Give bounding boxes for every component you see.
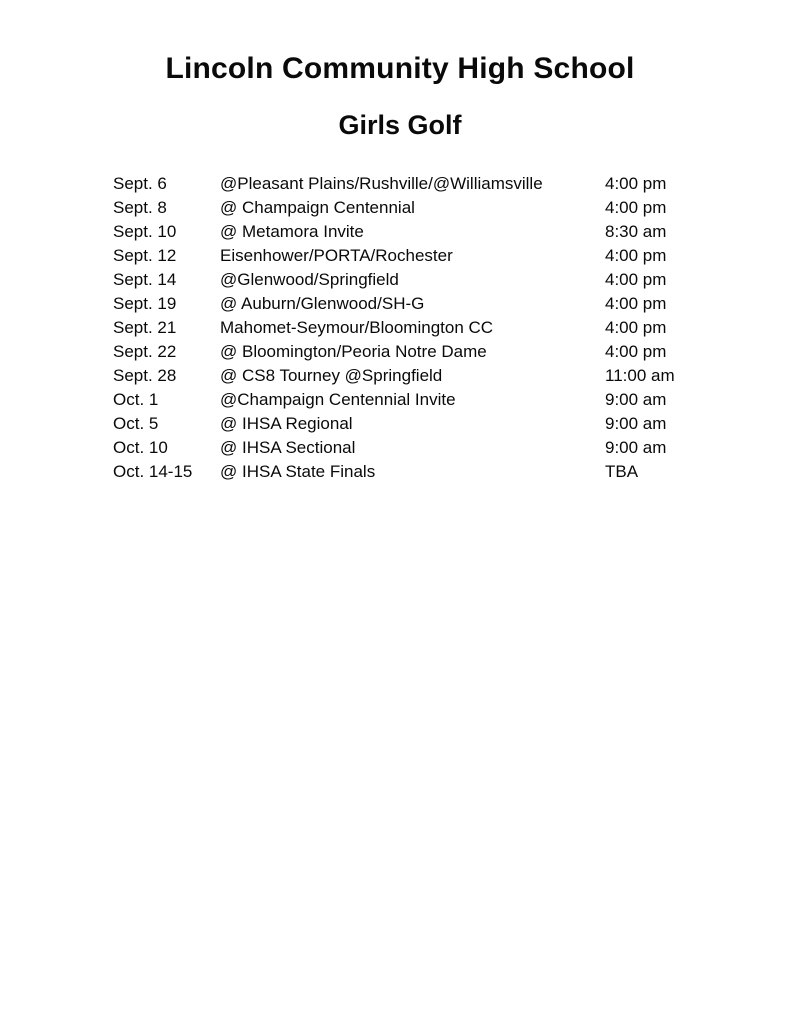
schedule-row	[113, 244, 760, 268]
schedule-cell-date: Sept. 21	[113, 318, 177, 337]
schedule-cell-date: Sept. 8	[113, 198, 167, 217]
schedule-cell-event: @ Auburn/Glenwood/SH-G	[220, 294, 425, 313]
page-title: Lincoln Community High School	[165, 52, 635, 85]
schedule-cell-date: Sept. 12	[113, 246, 177, 265]
schedule-row	[113, 268, 760, 292]
schedule-cell-time: 4:00 pm	[605, 318, 667, 337]
schedule-cell-event: @ IHSA Regional	[220, 414, 353, 433]
schedule-cell-event: @ Metamora Invite	[220, 222, 364, 241]
schedule-cell-event: @ Champaign Centennial	[220, 198, 415, 217]
schedule-cell-date: Sept. 6	[113, 174, 167, 193]
schedule-row	[113, 316, 760, 340]
schedule-cell-date: Sept. 19	[113, 294, 177, 313]
schedule-cell-time: 11:00 am	[605, 366, 675, 385]
schedule-cell-time: 9:00 am	[605, 414, 667, 433]
schedule-cell-time: TBA	[605, 462, 639, 481]
schedule-cell-date: Sept. 22	[113, 342, 177, 361]
schedule-row	[113, 412, 760, 436]
schedule-row	[113, 220, 760, 244]
schedule-cell-date: Sept. 28	[113, 366, 177, 385]
schedule-cell-date: Oct. 14-15	[113, 462, 193, 481]
schedule-cell-time: 4:00 pm	[605, 198, 667, 217]
schedule-cell-time: 9:00 am	[605, 390, 667, 409]
schedule-cell-event: @Glenwood/Springfield	[220, 270, 399, 289]
schedule-row	[113, 292, 760, 316]
schedule-cell-date: Sept. 14	[113, 270, 177, 289]
schedule-row	[113, 460, 760, 484]
schedule-row	[113, 172, 760, 196]
schedule-cell-time: 4:00 pm	[605, 342, 667, 361]
schedule-row	[113, 340, 760, 364]
schedule-cell-event: @ Bloomington/Peoria Notre Dame	[220, 342, 487, 361]
schedule-row	[113, 196, 760, 220]
schedule-cell-event: @ IHSA State Finals	[220, 462, 376, 481]
schedule-row	[113, 436, 760, 460]
page-subtitle: Girls Golf	[338, 110, 462, 140]
schedule-row	[113, 388, 760, 412]
schedule-row	[113, 364, 760, 388]
schedule-cell-event: @Pleasant Plains/Rushville/@Williamsville	[220, 174, 543, 193]
schedule-cell-time: 4:00 pm	[605, 294, 667, 313]
schedule-cell-time: 8:30 am	[605, 222, 667, 241]
schedule-cell-date: Sept. 10	[113, 222, 177, 241]
schedule-cell-event: @ CS8 Tourney @Springfield	[220, 366, 443, 385]
schedule-cell-time: 9:00 am	[605, 438, 667, 457]
schedule-cell-time: 4:00 pm	[605, 174, 667, 193]
schedule-table	[0, 172, 800, 484]
schedule-cell-event: Eisenhower/PORTA/Rochester	[220, 246, 453, 265]
schedule-cell-event: @ IHSA Sectional	[220, 438, 356, 457]
schedule-cell-date: Oct. 10	[113, 438, 168, 457]
schedule-cell-time: 4:00 pm	[605, 246, 667, 265]
schedule-cell-event: Mahomet-Seymour/Bloomington CC	[220, 318, 494, 337]
schedule-cell-time: 4:00 pm	[605, 270, 667, 289]
schedule-cell-date: Oct. 5	[113, 414, 159, 433]
schedule-cell-date: Oct. 1	[113, 390, 159, 409]
schedule-cell-event: @Champaign Centennial Invite	[220, 390, 456, 409]
